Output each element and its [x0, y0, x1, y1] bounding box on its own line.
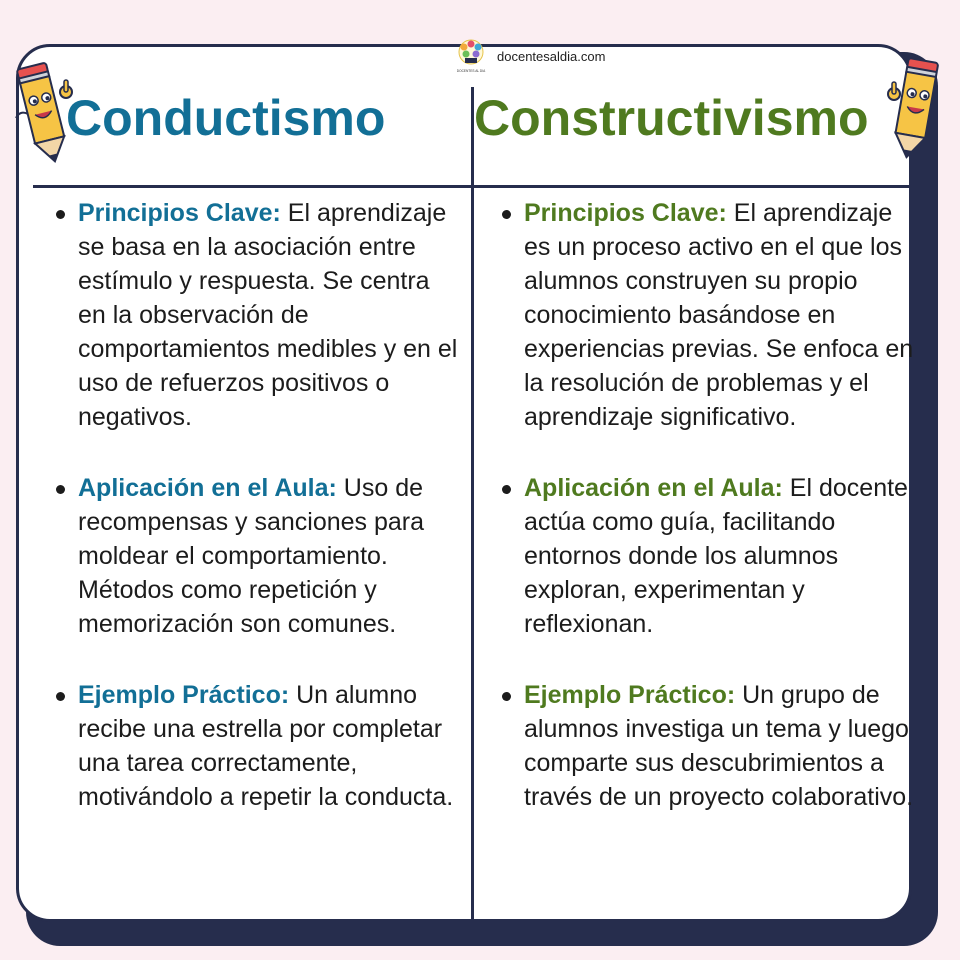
- item-label: Ejemplo Práctico:: [78, 681, 290, 709]
- item-label: Principios Clave:: [78, 199, 281, 227]
- pencil-mascot-icon: [884, 54, 948, 164]
- column-divider: [471, 87, 474, 922]
- item-label: Aplicación en el Aula:: [524, 474, 783, 502]
- item-label: Ejemplo Práctico:: [524, 681, 736, 709]
- constructivismo-list: [496, 196, 916, 814]
- item-label: Principios Clave:: [524, 199, 727, 227]
- list-item: [50, 678, 458, 814]
- list-item: [50, 471, 458, 641]
- item-text: Un alumno recibe una estrella por completar una tarea correctamente, motivándolo a repetir la conducta.: [78, 681, 454, 811]
- bullet-icon: [56, 210, 65, 219]
- heading-conductismo: Conductismo: [66, 90, 386, 146]
- bullet-icon: [502, 692, 511, 701]
- item-text: El aprendizaje es un proceso activo en el que los alumnos construyen su propio conocimiento basándose en experiencias previas. Se enfoca en la resolución de problemas y el aprendizaje significativo.: [524, 199, 914, 431]
- docentes-al-dia-logo: [448, 38, 494, 76]
- list-item: [496, 678, 916, 814]
- bullet-icon: [56, 692, 65, 701]
- heading-constructivismo: Constructivismo: [474, 90, 869, 146]
- list-item: [50, 196, 458, 434]
- item-text: Uso de recompensas y sanciones para moldear el comportamiento. Métodos como repetición y memorización son comunes.: [78, 474, 425, 638]
- item-text: El aprendizaje se basa en la asociación entre estímulo y respuesta. Se centra en la observación de comportamientos medibles y en el uso de refuerzos positivos o negativos.: [78, 199, 458, 431]
- item-text: El docente actúa como guía, facilitando entornos donde los alumnos exploran, experimentan y reflexionan.: [524, 474, 908, 638]
- bullet-icon: [502, 210, 511, 219]
- item-label: Aplicación en el Aula:: [78, 474, 337, 502]
- list-item: [496, 471, 916, 641]
- logo-caption: DOCENTES AL DIA: [456, 69, 486, 73]
- item-text: Un grupo de alumnos investiga un tema y luego comparte sus descubrimientos a través de un proyecto colaborativo.: [524, 681, 914, 811]
- bullet-icon: [502, 485, 511, 494]
- site-url[interactable]: docentesaldia.com: [497, 49, 606, 64]
- bullet-icon: [56, 485, 65, 494]
- list-item: [496, 196, 916, 434]
- header-divider: [33, 185, 912, 188]
- conductismo-list: [50, 196, 458, 814]
